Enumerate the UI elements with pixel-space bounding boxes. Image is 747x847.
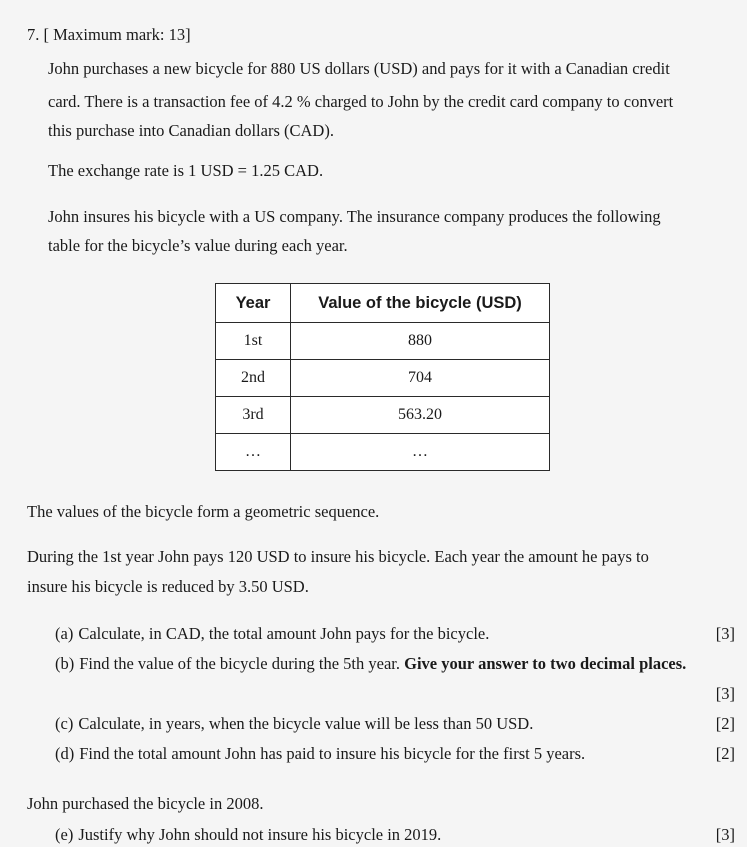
table-row xyxy=(216,323,550,360)
table-cell-value: 704 xyxy=(291,360,550,397)
part-e-label: (e) xyxy=(55,825,74,844)
part-b xyxy=(55,654,686,674)
part-d-mark: [2] xyxy=(715,744,735,763)
table-cell-year: 3rd xyxy=(216,397,291,434)
intro-line-3: this purchase into Canadian dollars (CAD). xyxy=(48,121,334,140)
insure-line-2: insure his bicycle is reduced by 3.50 USD. xyxy=(27,577,309,596)
insurance-line-2: table for the bicycle’s value during each year. xyxy=(48,236,348,255)
table-row xyxy=(216,434,550,471)
table-header-row xyxy=(216,284,550,323)
table-row xyxy=(216,397,550,434)
insurance-line-1: John insures his bicycle with a US company. The insurance company produces the following xyxy=(48,207,661,226)
part-c-label: (c) xyxy=(55,714,74,733)
table-cell-year: 2nd xyxy=(216,360,291,397)
part-c-text: Calculate, in years, when the bicycle value will be less than 50 USD. xyxy=(78,714,534,733)
table-header-value: Value of the bicycle (USD) xyxy=(291,284,550,323)
table-cell-value: 880 xyxy=(291,323,550,360)
insure-line-1: During the 1st year John pays 120 USD to insure his bicycle. Each year the amount he pays to xyxy=(27,547,649,566)
table-header-year: Year xyxy=(216,284,291,323)
part-b-label: (b) xyxy=(55,654,75,673)
part-a-text: Calculate, in CAD, the total amount John pays for the bicycle. xyxy=(78,624,490,643)
part-b-mark: [3] xyxy=(715,684,735,703)
part-d-text: Find the total amount John has paid to insure his bicycle for the first 5 years. xyxy=(79,744,586,763)
part-c xyxy=(55,714,533,734)
intro-line-2: card. There is a transaction fee of 4.2 % charged to John by the credit card company to convert xyxy=(48,92,674,111)
table-cell-year: 1st xyxy=(216,323,291,360)
part-a-label: (a) xyxy=(55,624,74,643)
bicycle-value-table xyxy=(215,283,550,471)
part-e-text: Justify why John should not insure his bicycle in 2019. xyxy=(78,825,442,844)
part-b-text: Find the value of the bicycle during the 5th year. xyxy=(79,654,400,673)
question-heading: 7. [ Maximum mark: 13] xyxy=(27,25,191,44)
exchange-rate: The exchange rate is 1 USD = 1.25 CAD. xyxy=(48,161,324,180)
table-cell-value: … xyxy=(291,434,550,471)
part-e xyxy=(55,825,441,845)
part-a xyxy=(55,624,489,644)
part-b-emphasis: Give your answer to two decimal places. xyxy=(404,654,687,673)
table-row xyxy=(216,360,550,397)
part-e-mark: [3] xyxy=(715,825,735,844)
part-d xyxy=(55,744,585,764)
table-cell-value: 563.20 xyxy=(291,397,550,434)
part-c-mark: [2] xyxy=(715,714,735,733)
purchase-note: John purchased the bicycle in 2008. xyxy=(27,794,264,813)
geometric-note: The values of the bicycle form a geometric sequence. xyxy=(27,502,380,521)
table-cell-year: … xyxy=(216,434,291,471)
part-d-label: (d) xyxy=(55,744,75,763)
part-a-mark: [3] xyxy=(715,624,735,643)
intro-line-1: John purchases a new bicycle for 880 US dollars (USD) and pays for it with a Canadian credit xyxy=(48,59,670,78)
